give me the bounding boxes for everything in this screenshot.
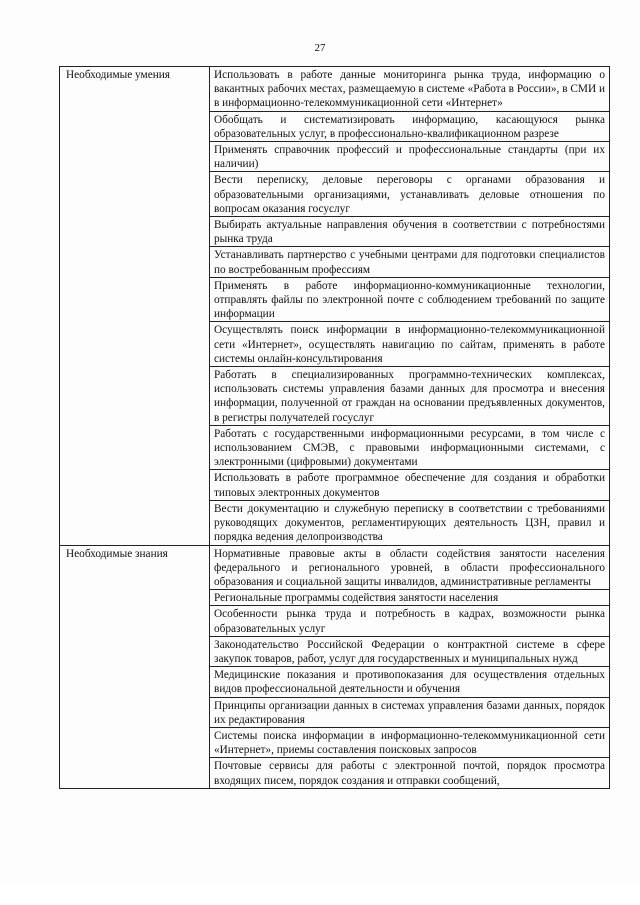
- page-bottom-edge: [0, 882, 640, 905]
- requirement-item: Принципы организации данных в системах управления базами данных, порядок их редактирования: [210, 697, 610, 727]
- requirement-item: Медицинские показания и противопоказания для осуществления отдельных видов профессиональной деятельности и обучения: [210, 667, 610, 697]
- page-number: 27: [314, 42, 326, 54]
- table-row: [60, 67, 610, 112]
- requirement-item: Системы поиска информации в информационно-телекоммуникационной сети «Интернет», приемы составления поисковых запросов: [210, 727, 610, 757]
- requirement-item: Использовать в работе данные мониторинга рынка труда, информацию о вакантных рабочих местах, размещаемую в системе «Работа в России», в СМИ и в информационно-телекоммуникационной сети «Интернет»: [210, 67, 610, 112]
- requirement-item: Осуществлять поиск информации в информационно-телекоммуникационной сети «Интернет», осуществлять навигацию по сайтам, применять в работе системы онлайн-консультирования: [210, 322, 610, 367]
- requirement-item: Почтовые сервисы для работы с электронной почтой, порядок просмотра входящих писем, порядок создания и отправки сообщений,: [210, 758, 610, 788]
- requirement-item: Применять в работе информационно-коммуникационные технологии, отправлять файлы по электронной почте с соблюдением требований по защите информации: [210, 277, 610, 322]
- section-label: Необходимые умения: [60, 67, 210, 546]
- requirement-item: Работать в специализированных программно-технических комплексах, использовать системы управления базами данных для просмотра и внесения информации, полученной от граждан на основании предъявленных документов, в регистры получателей госуслуг: [210, 367, 610, 426]
- requirement-item: Законодательство Российской Федерации о контрактной системе в сфере закупок товаров, работ, услуг для государственных и муниципальных нужд: [210, 636, 610, 666]
- table-row: [60, 545, 610, 590]
- requirement-item: Вести переписку, деловые переговоры с органами образования и образовательными организациями, устанавливать деловые отношения по вопросам оказания госуслуг: [210, 172, 610, 217]
- section-label: Необходимые знания: [60, 545, 210, 788]
- requirement-item: Использовать в работе программное обеспечение для создания и обработки типовых электронных документов: [210, 470, 610, 500]
- requirement-item: Особенности рынка труда и потребность в кадрах, возможности рынка образовательных услуг: [210, 606, 610, 636]
- requirement-item: Обобщать и систематизировать информацию, касающуюся рынка образовательных услуг, в профессионально-квалификационном разрезе: [210, 111, 610, 141]
- requirements-table-body: [60, 67, 610, 789]
- requirement-item: Нормативные правовые акты в области содействия занятости населения федерального и регионального уровней, в области профессионального образования и социальной защиты инвалидов, административные регламенты: [210, 545, 610, 590]
- requirement-item: Вести документацию и служебную переписку в соответствии с требованиями руководящих документов, регламентирующих деятельность ЦЗН, правил и порядка ведения делопроизводства: [210, 500, 610, 545]
- requirement-item: Работать с государственными информационными ресурсами, в том числе с использованием СМЭВ, с правовыми информационными системами, с электронными (цифровыми) документами: [210, 425, 610, 470]
- requirement-item: Устанавливать партнерство с учебными центрами для подготовки специалистов по востребованным профессиям: [210, 247, 610, 277]
- requirements-table: [59, 66, 610, 789]
- requirement-item: Выбирать актуальные направления обучения в соответствии с потребностями рынка труда: [210, 217, 610, 247]
- requirement-item: Применять справочник профессий и профессиональные стандарты (при их наличии): [210, 142, 610, 172]
- requirement-item: Региональные программы содействия занятости населения: [210, 590, 610, 606]
